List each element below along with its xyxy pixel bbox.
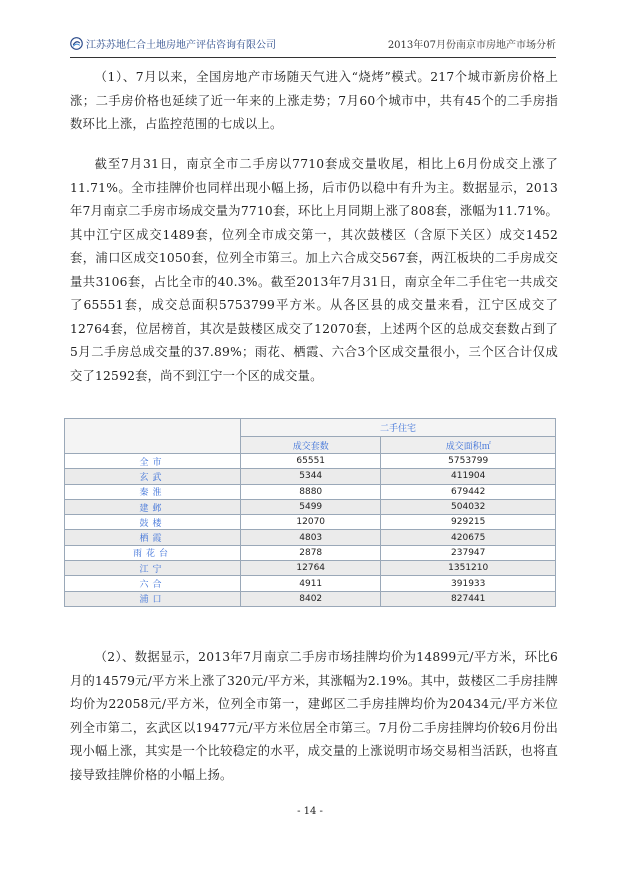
row-district: 栖霞 — [65, 530, 241, 545]
table-row — [65, 515, 556, 530]
row-district: 建邺 — [65, 499, 241, 514]
paragraph-national-market: （1）、7月以来，全国房地产市场随天气进入“烧烤”模式。217个城市新房价格上涨；二手房价格也延续了近一年来的上涨走势；7月60个城市中，共有45个的二手房指数环比上涨，占监控范围的七成以上。 — [70, 70, 558, 131]
row-district: 江宁 — [65, 561, 241, 576]
table-row — [65, 591, 556, 606]
page-number: - 14 - — [297, 806, 323, 817]
row-count: 2878 — [241, 545, 381, 560]
table-corner-cell — [65, 419, 241, 454]
header-company — [70, 36, 276, 51]
table-row — [65, 499, 556, 514]
row-district: 玄武 — [65, 469, 241, 484]
row-area: 420675 — [381, 530, 556, 545]
table-group-header: 二手住宅 — [241, 419, 556, 437]
table-row — [65, 484, 556, 499]
row-count: 5344 — [241, 469, 381, 484]
row-count: 12070 — [241, 515, 381, 530]
row-area: 5753799 — [381, 454, 556, 469]
row-area: 237947 — [381, 545, 556, 560]
row-count: 8880 — [241, 484, 381, 499]
paragraph-listing-prices: （2）、数据显示，2013年7月南京二手房市场挂牌均价为14899元/平方米，环比6月的14579元/平方米上涨了320元/平方米，其涨幅为2.19%。其中，鼓楼区二手房挂牌均价为22058元/平方米，位列全市第一，建邺区二手房挂牌均价为20434元/平方米位列全市第二，玄武区以19477元/平方米位居全市第三。7月份二手房挂牌均价较6月份出现小幅上涨，其实是一个比较稳定的水平，成交量的上涨说明市场交易相当活跃，也将直接导致挂牌价格的小幅上扬。 — [70, 650, 558, 782]
table-row — [65, 576, 556, 591]
row-area: 827441 — [381, 591, 556, 606]
report-title: 2013年07月份南京市房地产市场分析 — [387, 40, 556, 51]
page-header — [70, 36, 556, 58]
paragraph-nanjing-transactions: 截至7月31日，南京全市二手房以7710套成交量收尾，相比上6月份成交上涨了11.71%。全市挂牌价也同样出现小幅上扬，后市仍以稳中有升为主。数据显示，2013年7月南京二手房市场成交量为7710套，环比上月同期上涨了808套，涨幅为11.71%。其中江宁区成交1489套，位列全市成交第一，其次鼓楼区（含原下关区）成交1452套，浦口区成交1050套，位列全市第三。加上六合成交567套，两江板块的二手房成交量共3106套，占比全市的40.3%。截至2013年7月31日，南京全年二手住宅一共成交了65551套，成交总面积5753799平方米。从各区县的成交量来看，江宁区成交了12764套，位居榜首，其次是鼓楼区成交了12070套，上述两个区的总成交套数占到了5月二手房总成交量的37.89%；雨花、栖霞、六合3个区成交量很小，三个区合计仅成交了12592套，尚不到江宁一个区的成交量。 — [70, 157, 558, 383]
row-area: 1351210 — [381, 561, 556, 576]
table-row — [65, 545, 556, 560]
row-count: 65551 — [241, 454, 381, 469]
column-header-count: 成交套数 — [241, 437, 381, 454]
row-district: 六合 — [65, 576, 241, 591]
column-header-area: 成交面积㎡ — [381, 437, 556, 454]
row-count: 5499 — [241, 499, 381, 514]
row-district: 鼓楼 — [65, 515, 241, 530]
row-district: 全市 — [65, 454, 241, 469]
row-area: 391933 — [381, 576, 556, 591]
table-row — [65, 530, 556, 545]
table-group-row — [65, 419, 556, 437]
company-name: 江苏苏地仁合土地房地产评估咨询有限公司 — [86, 40, 276, 51]
row-count: 4911 — [241, 576, 381, 591]
row-count: 12764 — [241, 561, 381, 576]
row-area: 679442 — [381, 484, 556, 499]
district-transaction-table — [64, 418, 556, 607]
table-row — [65, 454, 556, 469]
row-district: 浦口 — [65, 591, 241, 606]
table-row — [65, 561, 556, 576]
table-row — [65, 469, 556, 484]
row-area: 411904 — [381, 469, 556, 484]
row-count: 8402 — [241, 591, 381, 606]
row-district: 雨花台 — [65, 545, 241, 560]
company-logo-icon — [70, 37, 83, 50]
row-count: 4803 — [241, 530, 381, 545]
row-area: 504032 — [381, 499, 556, 514]
row-district: 秦淮 — [65, 484, 241, 499]
row-area: 929215 — [381, 515, 556, 530]
